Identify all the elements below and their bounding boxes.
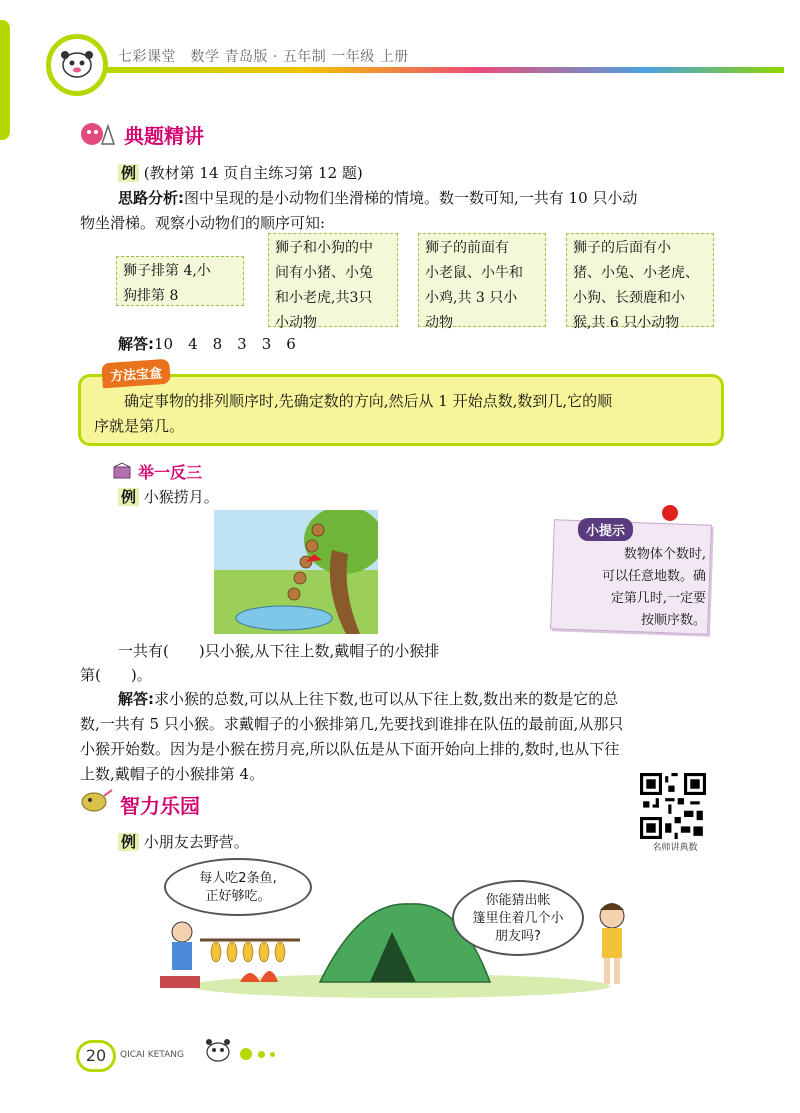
tip-text: 数物体个数时, 可以任意地数。确 定第几时,一定要 按顺序数。 bbox=[601, 547, 706, 628]
speech-bubble-fish: 每人吃2条鱼, 正好够吃。 bbox=[164, 858, 312, 916]
hint-box-1: 狮子排第 4,小 狗排第 8 bbox=[116, 256, 244, 306]
analysis-line2: 物坐滑梯。观察小动物们的顺序可知: bbox=[80, 214, 326, 232]
mascot-logo bbox=[46, 34, 108, 96]
answer2-line2: 数,一共有 5 只小猴。求戴帽子的小猴排第几,先要找到谁排在队伍的最前面,从那只 bbox=[80, 715, 624, 733]
section-mascot-icon bbox=[76, 118, 116, 148]
question2-line1: 一共有( )只小猴,从下往上数,戴帽子的小猴排 bbox=[118, 642, 440, 660]
example2-line bbox=[118, 484, 219, 510]
answer-label: 解答: bbox=[118, 690, 154, 708]
question2-line2: 第( )。 bbox=[80, 666, 152, 684]
answer-label: 解答: bbox=[118, 335, 154, 353]
footer-dot bbox=[270, 1052, 275, 1057]
pencil-box-icon bbox=[112, 462, 134, 480]
section-title-typical: 典题精讲 bbox=[124, 124, 204, 148]
qr-code-icon[interactable] bbox=[640, 773, 706, 839]
example-tag: 例 bbox=[118, 833, 139, 851]
analysis-line1 bbox=[118, 185, 637, 211]
example3-line bbox=[118, 829, 249, 855]
header-rainbow-bar bbox=[100, 67, 784, 73]
left-edge-tab bbox=[0, 20, 10, 140]
footer-dot bbox=[258, 1051, 265, 1058]
example-tag: 例 bbox=[118, 488, 139, 506]
section-mascot-icon bbox=[76, 786, 116, 814]
footer-brand: QICAI KETANG bbox=[120, 1050, 184, 1060]
pushpin-icon bbox=[662, 505, 678, 521]
example1-line bbox=[118, 160, 363, 186]
example3-text: 小朋友去野营。 bbox=[143, 833, 249, 851]
tip-tag: 小提示 bbox=[578, 518, 633, 541]
answer2-line1: 解答:求小猴的总数,可以从上往下数,也可以从下往上数,数出来的数是它的总 bbox=[118, 690, 619, 708]
analysis-label: 思路分析: bbox=[118, 189, 184, 207]
answer1-line bbox=[118, 331, 296, 357]
page-number: 20 bbox=[76, 1040, 116, 1072]
example1-text: (教材第 14 页自主练习第 12 题) bbox=[143, 164, 363, 182]
qr-caption: 名师讲典数 bbox=[652, 843, 698, 853]
footer-dot bbox=[240, 1048, 252, 1060]
hint-box-4: 狮子的后面有小 猪、小兔、小老虎、 小狗、长颈鹿和小 猴,共 6 只小动物 bbox=[566, 233, 714, 327]
hint-box-2: 狮子和小狗的中 间有小猪、小兔 和小老虎,共3只 小动物 bbox=[268, 233, 398, 327]
answer2-line3: 小猴开始数。因为是小猴在捞月亮,所以队伍是从下面开始向上排的,数时,也从下往 bbox=[80, 740, 620, 758]
example-tag: 例 bbox=[118, 164, 139, 182]
method-line1: 确定事物的排列顺序时,先确定数的方向,然后从 1 开始点数,数到几,它的顺 bbox=[124, 392, 613, 410]
hint-box-3: 狮子的前面有 小老鼠、小牛和 小鸡,共 3 只小 动物 bbox=[418, 233, 546, 327]
method-line2: 序就是第几。 bbox=[94, 417, 185, 435]
section-title-practice: 举一反三 bbox=[138, 463, 203, 482]
speech-bubble-question: 你能猜出帐 篷里住着几个小 朋友吗? bbox=[452, 880, 584, 956]
analysis-text1: 图中呈现的是小动物们坐滑梯的情境。数一数可知,一共有 10 只小动 bbox=[184, 189, 638, 207]
answer2-line4: 上数,戴帽子的小猴排第 4。 bbox=[80, 765, 265, 783]
example2-text: 小猴捞月。 bbox=[143, 488, 219, 506]
answer1-values: 10 4 8 3 3 6 bbox=[154, 335, 296, 353]
section-title-puzzle: 智力乐园 bbox=[120, 794, 200, 818]
header-title: 七彩课堂 数学 青岛版 · 五年制 一年级 上册 bbox=[118, 49, 409, 65]
footer-mascot-icon bbox=[200, 1032, 236, 1068]
monkeys-fishing-moon-picture bbox=[214, 510, 378, 634]
method-tag: 方法宝盒 bbox=[101, 359, 171, 389]
mascot-icon bbox=[51, 39, 103, 91]
